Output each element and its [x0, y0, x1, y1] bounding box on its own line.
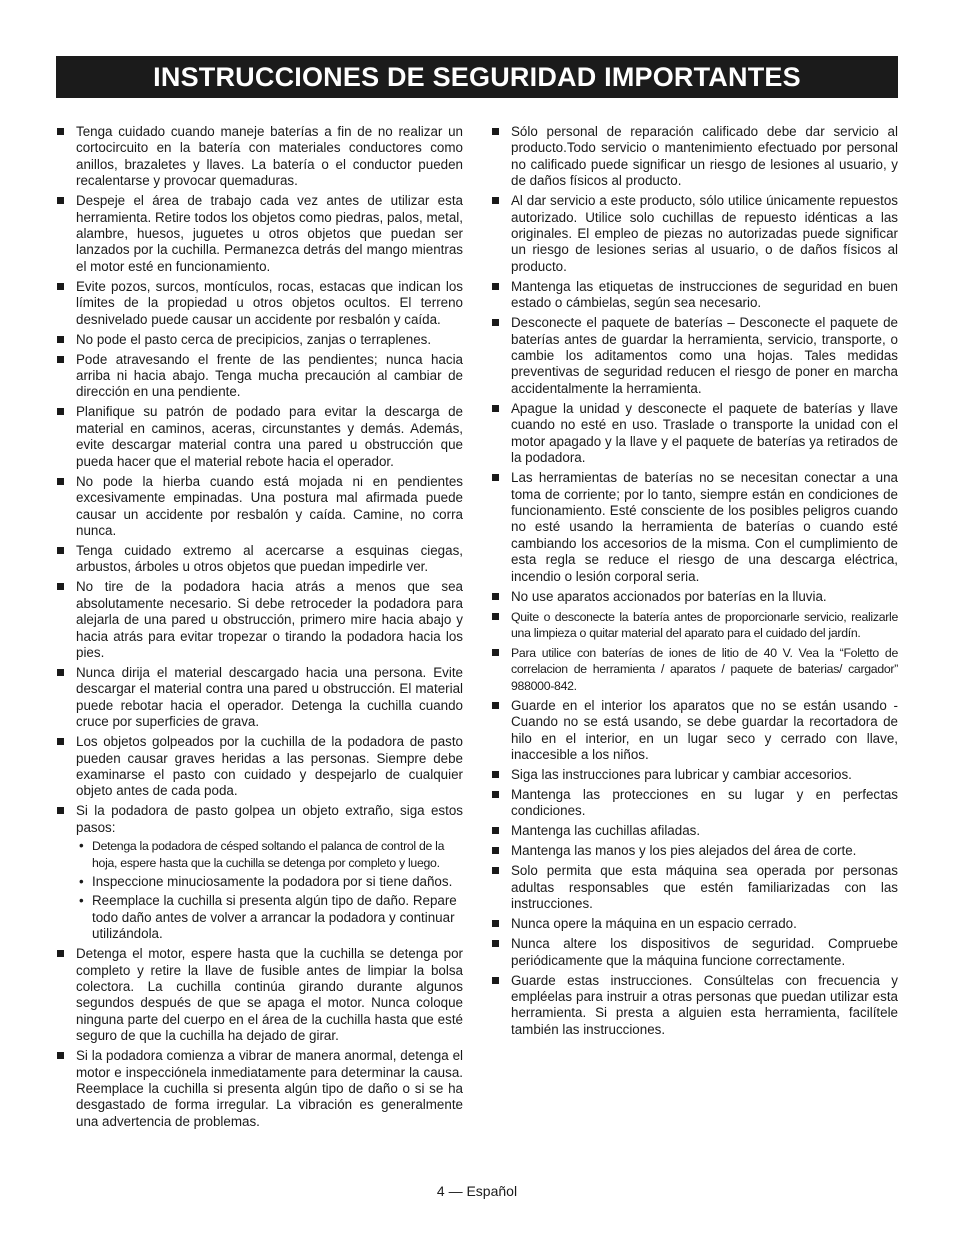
square-bullet-icon — [492, 702, 499, 709]
instruction-item — [57, 665, 463, 731]
instruction-text: Mantenga las cuchillas afiladas. — [511, 823, 701, 839]
instruction-item — [492, 124, 898, 190]
instruction-item — [492, 973, 898, 1039]
square-bullet-icon — [57, 408, 64, 415]
instruction-text: Guarde estas instrucciones. Consúltelas con frecuencia y empléelas para instruir a otras personas que puedan utilizar esta herramienta. Si presta a alguien esta herramienta, facilítele también las instrucciones. — [511, 972, 898, 1037]
instruction-text: Nunca dirija el material descargado hacia una persona. Evite descargar el material contra una pared u obstrucción. El material puede rebotar hacia el operador. Detenga la cuchilla cuando cruce por superficies de grava. — [76, 664, 463, 730]
left-column — [57, 124, 463, 1134]
instruction-text: Nunca opere la máquina en un espacio cerrado. — [511, 916, 797, 932]
sub-step-text: Detenga la podadora de césped soltando el palanca de control de la hoja, espere hasta que la cuchilla se detenga por completo y luego. — [92, 839, 445, 870]
instruction-text: Si la podadora de pasto golpea un objeto extraño, siga estos pasos: — [76, 803, 463, 835]
instruction-item — [492, 787, 898, 820]
instruction-text: Planifique su patrón de podado para evitar la descarga de material en caminos, aceras, circunstantes y demás. Además, evite descargar material contra una pared u obstrucción que pueda hacer que el material rebote hacia el operador. — [76, 404, 463, 469]
instruction-item — [57, 474, 463, 540]
right-instruction-list — [492, 124, 898, 1038]
square-bullet-icon — [57, 336, 64, 343]
instruction-item — [57, 332, 463, 348]
instruction-text: No use aparatos accionados por baterías en la lluvia. — [511, 588, 827, 604]
instruction-item — [492, 589, 898, 605]
square-bullet-icon — [492, 940, 499, 947]
instruction-text: Los objetos golpeados por la cuchilla de la podadora de pasto pueden causar graves heridas a las personas. Siempre debe examinarse el pasto con cuidado y despejarlo de cualquier objeto antes de cada poda. — [76, 734, 463, 799]
instruction-text: No pode la hierba cuando está mojada ni en pendientes excesivamente empinadas. Una postura mal afirmada puede causar un accidente por resbalón y caída. Camine, no corra nunca. — [76, 473, 463, 538]
instruction-item — [492, 609, 898, 642]
square-bullet-icon — [492, 128, 499, 135]
instruction-text: Siga las instrucciones para lubricar y cambiar accesorios. — [511, 766, 852, 782]
square-bullet-icon — [57, 128, 64, 135]
dot-bullet-icon: • — [79, 838, 84, 854]
instruction-text: Despeje el área de trabajo cada vez antes de utilizar esta herramienta. Retire todos los objetos como piedras, palos, metal, alambre, huesos, juguetes u otros objetos que puedan ser lanzados por la cuchilla. Permanezca detrás del mango mientras el motor esté en funcionamiento. — [76, 193, 463, 274]
instruction-text: Mantenga las protecciones en su lugar y en perfectas condiciones. — [511, 786, 898, 819]
dot-bullet-icon: • — [79, 893, 84, 909]
sub-step-text: Reemplace la cuchilla si presenta algún tipo de daño. Repare todo daño antes de volver a arrancar la podadora y continuar utilizándola. — [92, 893, 457, 942]
page-title: INSTRUCCIONES DE SEGURIDAD IMPORTANTES — [153, 61, 801, 92]
instruction-item — [492, 470, 898, 585]
instruction-text: Mantenga las manos y los pies alejados del área de corte. — [511, 843, 857, 859]
instruction-item — [492, 315, 898, 397]
instruction-item — [492, 843, 898, 859]
instruction-text: Apague la unidad y desconecte el paquete de baterías y llave cuando no esté en uso. Traslade o transporte la unidad con el motor apagado y la llave y el paquete de baterías ya retirados de la podadora. — [511, 400, 898, 466]
instruction-item — [57, 193, 463, 275]
instruction-item — [57, 279, 463, 328]
sub-step-text: Inspeccione minuciosamente la podadora por si tiene daños. — [92, 874, 453, 889]
instruction-text: Sólo personal de reparación calificado debe dar servicio al producto.Todo servicio o mantenimiento efectuado por personal no calificado puede significar un riesgo de lesiones al usuario, y de daños físicos al producto. — [511, 124, 898, 189]
instruction-item — [492, 645, 898, 694]
dot-bullet-icon: • — [79, 874, 84, 889]
instruction-item — [492, 916, 898, 932]
square-bullet-icon — [492, 197, 499, 204]
sub-step-item — [76, 893, 463, 942]
square-bullet-icon — [57, 283, 64, 290]
sub-step-list — [76, 838, 463, 942]
instruction-text: No tire de la podadora hacia atrás a menos que sea absolutamente necesario. Si debe retroceder la podadora para alejarla de una pared u obstrucción, primero mire hacia abajo y hacia atrás para evitar tropezar o tirando la podadora hacia los pies. — [76, 579, 463, 660]
square-bullet-icon — [492, 319, 499, 326]
instruction-item — [57, 1048, 463, 1130]
square-bullet-icon — [57, 356, 64, 363]
sub-step-item — [76, 838, 463, 871]
sub-step-item — [76, 874, 463, 890]
instruction-text: Pode atravesando el frente de las pendientes; nunca hacia arriba ni hacia abajo. Tenga mucha precaución al cambiar de dirección en una pendiente. — [76, 351, 463, 400]
instruction-text: No pode el pasto cerca de precipicios, zanjas o terraplenes. — [76, 331, 432, 347]
instruction-item — [492, 193, 898, 275]
square-bullet-icon — [492, 977, 499, 984]
instruction-text: Tenga cuidado extremo al acercarse a esquinas ciegas, arbustos, árboles u otros objetos que puedan impedirle ver. — [76, 542, 463, 575]
square-bullet-icon — [492, 867, 499, 874]
square-bullet-icon — [57, 1052, 64, 1059]
instruction-text: Nunca altere los dispositivos de seguridad. Compruebe periódicamente que la máquina funcione correctamente. — [511, 936, 898, 968]
instruction-item — [492, 823, 898, 839]
square-bullet-icon — [57, 583, 64, 590]
instruction-text: Solo permita que esta máquina sea operada por personas adultas responsables que estén familiarizadas con las instrucciones. — [511, 863, 898, 912]
instruction-item — [57, 352, 463, 401]
instruction-text: Mantenga las etiquetas de instrucciones de seguridad en buen estado o cámbielas, según sea necesario. — [511, 278, 898, 311]
square-bullet-icon — [57, 547, 64, 554]
square-bullet-icon — [57, 950, 64, 957]
square-bullet-icon — [492, 649, 499, 656]
instruction-item — [492, 401, 898, 467]
instruction-text: Desconecte el paquete de baterías – Desconecte el paquete de baterías antes de guardar la herramienta, servicio, transporte, o cambie los aditamentos como una hojas. Tales medidas preventivas de seguridad reducen el riesgo de poner en marcha accidentalmente la herramienta. — [511, 315, 898, 396]
instruction-text: Detenga el motor, espere hasta que la cuchilla se detenga por completo y retire la llave de fusible antes de limpiar la bolsa colectora. La cuchilla continúa girando durante algunos segundos después de que se apaga el motor. Nunca coloque ninguna parte del cuerpo en el área de la cuchilla hasta que esté seguro de que la cuchilla ha dejado de girar. — [76, 946, 463, 1044]
square-bullet-icon — [492, 847, 499, 854]
square-bullet-icon — [57, 197, 64, 204]
instruction-item — [57, 803, 463, 942]
square-bullet-icon — [492, 920, 499, 927]
square-bullet-icon — [492, 283, 499, 290]
right-column — [492, 124, 898, 1042]
instruction-text: Guarde en el interior los aparatos que no se están usando - Cuando no se está usando, se debe guardar la recortadora de hilo en el interior, en un lugar seco y cerrado con llave, inaccesible a los niños. — [511, 697, 898, 762]
instruction-item — [492, 936, 898, 969]
instruction-item — [57, 946, 463, 1044]
square-bullet-icon — [492, 405, 499, 412]
instruction-text: Quite o desconecte la batería antes de proporcionarle servicio, realizarle una limpieza o quitar material del aparato para el cuidado del jardín. — [511, 609, 898, 640]
instruction-item — [492, 863, 898, 912]
square-bullet-icon — [492, 827, 499, 834]
instruction-item — [57, 579, 463, 661]
instruction-item — [57, 404, 463, 470]
instruction-text: Al dar servicio a este producto, sólo utilice únicamente repuestos autorizado. Utilice solo cuchillas de repuesto idénticas a las originales. El empleo de piezas no autorizadas puede significar un riesgo de lesiones serias al usuario, o de daños físicos al producto. — [511, 193, 898, 274]
square-bullet-icon — [492, 771, 499, 778]
instruction-text: Tenga cuidado cuando maneje baterías a fin de no realizar un cortocircuito en la batería con materiales conductores como anillos, brazaletes y llaves. La batería o el conductor pueden recalentarse y provocar quemaduras. — [76, 124, 463, 189]
square-bullet-icon — [492, 474, 499, 481]
square-bullet-icon — [492, 791, 499, 798]
square-bullet-icon — [57, 807, 64, 814]
square-bullet-icon — [57, 738, 64, 745]
instruction-text: Las herramientas de baterías no se necesitan conectar a una toma de corriente; por lo tanto, siempre están en condiciones de funcionamiento. Esté consciente de los posibles peligros cuando no esté usando la herramienta de baterías o cuando esté cambiando los accesorios de la misma. Con el cumplimiento de esta regla se reduce el riesgo de una descarga eléctrica, incendio o lesión corporal seria. — [511, 470, 898, 584]
instruction-item — [57, 734, 463, 800]
instruction-item — [57, 124, 463, 190]
square-bullet-icon — [57, 478, 64, 485]
square-bullet-icon — [492, 613, 499, 620]
left-instruction-list — [57, 124, 463, 1130]
instruction-item — [492, 698, 898, 764]
title-banner — [56, 56, 898, 98]
instruction-item — [57, 543, 463, 576]
instruction-item — [492, 767, 898, 783]
page-footer: 4 — Español — [436, 1183, 518, 1199]
instruction-text: Si la podadora comienza a vibrar de manera anormal, detenga el motor e inspecciónela inmediatamente para determinar la causa. Reemplace la cuchilla si presenta algún tipo de daño o si se ha desgastado de forma irregular. La vibración es generalmente una advertencia de problemas. — [76, 1048, 463, 1129]
instruction-text: Evite pozos, surcos, montículos, rocas, estacas que indican los límites de la propiedad u otros objetos ocultos. El terreno desnivelado puede causar un accidente por resbalón y caída. — [76, 278, 463, 327]
square-bullet-icon — [492, 593, 499, 600]
instruction-item — [492, 279, 898, 312]
instruction-text: Para utilice con baterías de iones de litio de 40 V. Vea la “Foletto de correlacion de herramienta / aparatos / paquete de baterias/ cargador” 988000-842. — [511, 645, 898, 693]
square-bullet-icon — [57, 669, 64, 676]
